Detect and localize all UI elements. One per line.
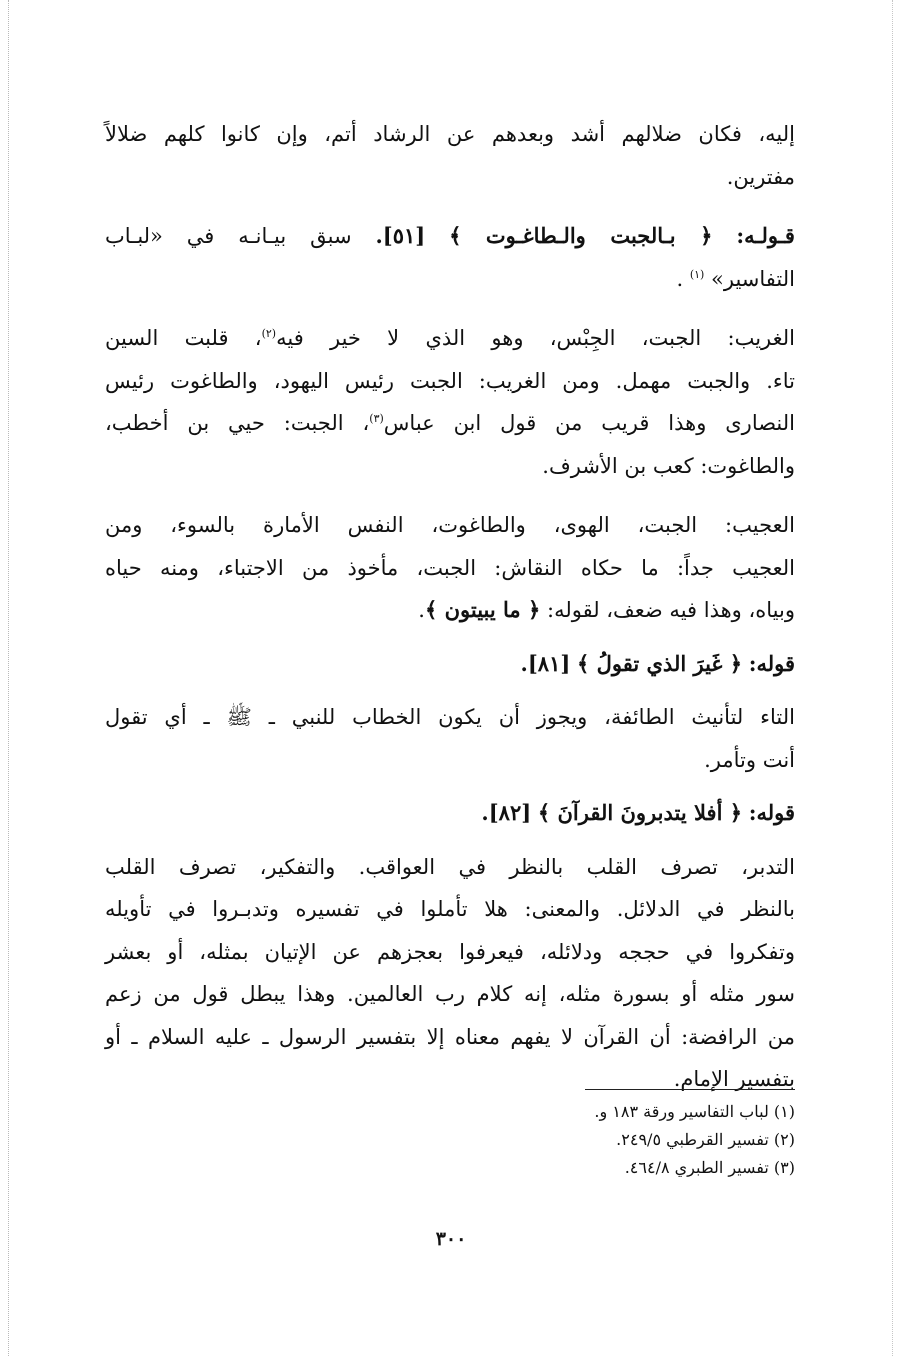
scan-edge-left — [8, 0, 9, 1356]
paragraph-6 — [105, 696, 795, 781]
paragraph-3 — [105, 317, 795, 487]
verse-reference: [٨١]. — [520, 650, 571, 676]
paragraph-4-line-3-a: وبياه، وهذا فيه ضعف، لقوله: — [547, 598, 795, 622]
footnote-2: (٢) تفسير القرطبي ٢٤٩/٥. — [616, 1130, 795, 1149]
paragraph-8-line-5: من الرافضة: أن القرآن لا يفهم معناه إلا بتفسير الرسول ـ عليه السلام ـ أو — [105, 1024, 795, 1049]
quote-label: قوله: — [748, 650, 795, 676]
footnote-marker-3[interactable]: (٣) — [369, 412, 384, 425]
paragraph-1 — [105, 113, 795, 198]
paragraph-4 — [105, 504, 795, 632]
paragraph-8-line-6: بتفسير الإمام. — [673, 1067, 795, 1091]
paragraph-6-line-2: أنت وتأمر. — [704, 747, 795, 772]
paragraph-2-line-1-text: سبق بيـانـه في «لبـاب — [105, 224, 352, 248]
paragraph-6-line-1: التاء لتأنيث الطائفة، ويجوز أن يكون الخطاب للنبي ـ ﷺ ـ أي تقول — [105, 705, 795, 729]
quran-verse: ﴿ أفلا يتدبرونَ القرآنَ ﴾ — [537, 800, 743, 825]
paragraph-2-line-1 — [105, 215, 795, 258]
paragraph-1-line-2: مفترين. — [726, 164, 795, 189]
paragraph-8-line-4: سور مثله أو بسورة مثله، إنه كلام رب العالمين. وهذا يبطل قول من زعم — [105, 982, 795, 1006]
page-number: ٣٠٠ — [435, 1228, 467, 1250]
paragraph-2-line-2-end: . — [676, 266, 684, 291]
paragraph-8-line-1: التدبر، تصرف القلب بالنظر في العواقب. والتفكير، تصرف القلب — [105, 854, 795, 879]
scan-edge-right — [892, 0, 893, 1356]
page-body — [105, 113, 795, 1118]
paragraph-8 — [105, 846, 795, 1101]
footnote-marker-1[interactable]: (١) — [689, 267, 705, 281]
paragraph-3-line-2: تاء. والجبت مهمل. ومن الغريب: الجبت رئيس اليهود، والطاغوت رئيس — [105, 368, 795, 393]
footnote-3: (٣) تفسير الطبري ٤٦٤/٨. — [624, 1158, 795, 1177]
paragraph-8-line-3: وتفكروا في حججه ودلائله، فيعرفوا بعجزهم عن الإتيان بمثله، أو بعشر — [105, 939, 795, 964]
footnotes — [385, 1098, 795, 1182]
footnote-separator — [585, 1089, 795, 1090]
paragraph-7-line-1 — [105, 792, 795, 835]
paragraph-8-line-2: بالنظر في الدلائل. والمعنى: هلا تأملوا في تفسيره وتدبـروا في تأويله — [105, 897, 795, 921]
paragraph-7 — [105, 792, 795, 835]
paragraph-3-line-3 — [105, 402, 795, 445]
verse-reference: [٨٢]. — [481, 800, 532, 825]
quote-label: قـولـه: — [736, 223, 795, 248]
paragraph-3-line-3-b: ، الجبت: حيي بن أخطب، — [105, 411, 370, 435]
paragraph-3-line-1-a: الغريب: الجبت، الجِبْس، وهو الذي لا خير فيه — [276, 326, 795, 350]
paragraph-5 — [105, 643, 795, 686]
paragraph-3-line-4: والطاغوت: كعب بن الأشرف. — [542, 453, 795, 478]
paragraph-2-line-2-text: التفاسير» — [711, 266, 795, 291]
quote-label: قوله: — [748, 800, 795, 825]
paragraph-2-line-2 — [105, 258, 795, 301]
quran-verse: ﴿ بـالجبت والـطاغـوت ﴾ — [449, 223, 713, 248]
paragraph-3-line-3-a: النصارى وهذا قريب من قول ابن عباس — [383, 411, 795, 435]
paragraph-4-line-1: العجيب: الجبت، الهوى، والطاغوت، النفس الأمارة بالسوء، ومن — [105, 513, 795, 537]
paragraph-4-line-3-end: . — [418, 598, 425, 622]
quran-verse: ﴿ ما يبيتون ﴾ — [424, 597, 541, 622]
paragraph-4-line-2: العجيب جداً: ما حكاه النقاش: الجبت، مأخوذ من الاجتباء، ومنه حياه — [105, 555, 795, 580]
quran-verse: ﴿ غَيرَ الذي تقولُ ﴾ — [576, 650, 743, 676]
paragraph-2 — [105, 215, 795, 300]
paragraph-1-line-1: إليه، فكان ضلالهم أشد وبعدهم عن الرشاد أتم، وإن كانوا كلهم ضلالاً — [105, 122, 795, 146]
paragraph-4-line-3 — [105, 589, 795, 632]
paragraph-3-line-1-b: ، قلبت السين — [105, 326, 262, 350]
paragraph-5-line-1 — [105, 643, 795, 686]
footnote-1: (١) لباب التفاسير ورقة ١٨٣ و. — [594, 1102, 795, 1121]
footnote-marker-2[interactable]: (٢) — [261, 327, 277, 340]
verse-reference: [٥١]. — [375, 223, 426, 248]
paragraph-3-line-1 — [105, 317, 795, 360]
